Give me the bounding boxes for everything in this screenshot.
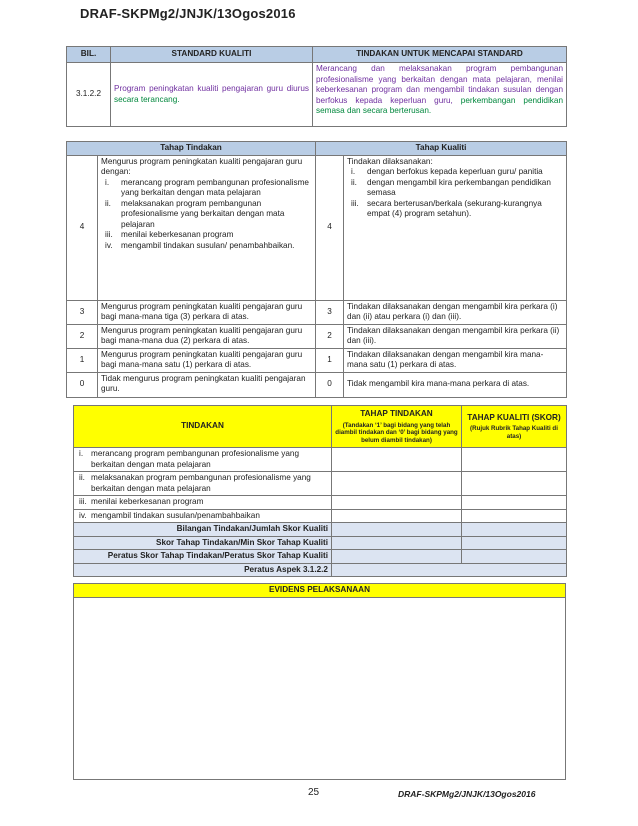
tahap-kualiti-level: 0 [316,372,344,397]
tahap-tindakan-intro: Mengurus program peningkatan kualiti pengajaran guru dengan: [101,156,303,176]
list-item: ii. dengan mengambil kira perkembangan pendidikan semasa [351,177,551,197]
tahap-kualiti-level: 2 [316,324,344,348]
standard-tindakan-purple: Merancang dan melaksanakan program pembangunan profesionalisme yang berkaitan dengan mata pelajaran, menilai keberkesanan program dan mengambil tindakan susulan dengan berfokus kepada keperluan guru, [316,64,563,105]
summary-kualiti-value[interactable] [462,536,567,550]
score-item: i. merancang program pembangunan profesionalisme yang berkaitan dengan mata pelajaran [74,448,332,472]
standard-statement [111,63,313,127]
tahap-kualiti-cell: Tidak mengambil kira mana-mana perkara di atas. [344,372,567,397]
tahap-level: 0 [67,372,98,397]
tahap-kualiti-cell: Tindakan dilaksanakan dengan mengambil kira perkara (i) dan (ii) atau perkara (i) dan (iii). [344,300,567,324]
score-item: ii. melaksanakan program pembangunan profesionalisme yang berkaitan dengan mata pelajaran [74,472,332,496]
score-tindakan-header: TINDAKAN [74,406,332,448]
tahap-tindakan-input[interactable] [332,448,462,472]
table-row [67,300,567,324]
table-row [74,448,567,472]
summary-label: Peratus Aspek 3.1.2.2 [74,563,332,577]
standard-table [66,46,567,127]
table-row [74,472,567,496]
tahap-tindakan-cell: Mengurus program peningkatan kualiti pengajaran guru bagi mana-mana tiga (3) perkara di atas. [98,300,316,324]
tahap-tindakan-input[interactable] [332,496,462,510]
list-item: iii. secara berterusan/berkala (sekurang-kurangnya empat (4) program setahun). [351,198,542,218]
table-row [67,372,567,397]
score-item: iii. menilai keberkesanan program [74,496,332,510]
summary-label: Skor Tahap Tindakan/Min Skor Tahap Kualiti [74,536,332,550]
table-row [67,324,567,348]
score-table [73,405,567,577]
document-header-title: DRAF-SKPMg2/JNJK/13Ogos2016 [80,6,296,21]
list-item: iii. menilai keberkesanan program [105,230,234,239]
tahap-level: 4 [67,155,98,300]
score-tahap-tindakan-note: (Tandakan ‘1’ bagi bidang yang telah diambil tindakan dan ‘0’ bagi bidang yang belum diambil tindakan) [335,421,458,444]
tahap-kualiti-input[interactable] [462,472,567,496]
tahap-level: 2 [67,324,98,348]
tahap-tindakan-input[interactable] [332,472,462,496]
table-row [74,496,567,510]
summary-row [74,563,567,577]
tahap-level: 1 [67,348,98,372]
evidens-textarea[interactable] [74,597,566,779]
peratus-aspek-value[interactable] [332,563,567,577]
score-item: iv. mengambil tindakan susulan/penambahbaikan [74,509,332,523]
tahap-kualiti-level: 3 [316,300,344,324]
summary-row [74,523,567,537]
tahap-level: 3 [67,300,98,324]
list-item: ii. melaksanakan program pembangunan profesionalisme yang berkaitan dengan mata pelajaran [105,198,285,229]
tahap-kualiti-cell: Tindakan dilaksanakan dengan mengambil kira mana-mana satu (1) perkara di atas. [344,348,567,372]
summary-row [74,550,567,564]
list-item: i. dengan berfokus kepada keperluan guru/ panitia [351,167,543,176]
score-tahap-kualiti-header: TAHAP KUALITI (SKOR) (Rujuk Rubrik Tahap Kualiti di atas) [462,406,567,448]
table-row [67,348,567,372]
standard-statement-green: secara terancang. [114,94,180,104]
footer-doc-id: DRAF-SKPMg2/JNJK/13Ogos2016 [398,789,536,799]
evidens-header: EVIDENS PELAKSANAAN [74,584,566,598]
tahap-tindakan-input[interactable] [332,509,462,523]
list-item: i. merancang program pembangunan profesionalisme yang berkaitan dengan mata pelajaran [105,177,309,197]
table-row [74,509,567,523]
tahap-kualiti-input[interactable] [462,448,567,472]
col-bil-header: BIL. [67,47,111,63]
tahap-tindakan-cell [98,155,316,300]
tahap-kualiti-level: 1 [316,348,344,372]
page-number: 25 [308,787,320,798]
summary-label: Peratus Skor Tahap Tindakan/Peratus Skor Tahap Kualiti [74,550,332,564]
summary-kualiti-value[interactable] [462,550,567,564]
evidens-table [73,583,566,780]
tahap-kualiti-intro: Tindakan dilaksanakan: [347,156,433,166]
score-tahap-tindakan-header: TAHAP TINDAKAN (Tandakan ‘1’ bagi bidang yang telah diambil tindakan dan ‘0’ bagi bidang yang belum diambil tindakan) [332,406,462,448]
tahap-kualiti-level: 4 [316,155,344,300]
summary-tindakan-value[interactable] [332,523,462,537]
list-item: iv. mengambil tindakan susulan/ penambahbaikan. [105,240,295,250]
col-tindakan-header: TINDAKAN UNTUK MENCAPAI STANDARD [313,47,567,63]
summary-row [74,536,567,550]
summary-kualiti-value[interactable] [462,523,567,537]
tahap-kualiti-input[interactable] [462,509,567,523]
summary-tindakan-value[interactable] [332,550,462,564]
tahap-kualiti-cell: Tindakan dilaksanakan dengan mengambil kira perkara (ii) dan (iii). [344,324,567,348]
standard-bil: 3.1.2.2 [67,63,111,127]
tahap-kualiti-cell [344,155,567,300]
standard-tindakan-green: perkembangan pendidikan semasa dan secara berterusan. [316,95,563,115]
score-tahap-kualiti-note: (Rujuk Rubrik Tahap Kualiti di atas) [470,425,558,440]
tahap-tindakan-cell: Mengurus program peningkatan kualiti pengajaran guru bagi mana-mana satu (1) perkara di atas. [98,348,316,372]
tahap-kualiti-header: Tahap Kualiti [316,142,567,156]
tahap-tindakan-cell: Mengurus program peningkatan kualiti pengajaran guru bagi mana-mana dua (2) perkara di atas. [98,324,316,348]
col-standard-header: STANDARD KUALITI [111,47,313,63]
tahap-kualiti-input[interactable] [462,496,567,510]
standard-tindakan [313,63,567,127]
tahap-tindakan-cell: Tidak mengurus program peningkatan kualiti pengajaran guru. [98,372,316,397]
tahap-tindakan-header: Tahap Tindakan [67,142,316,156]
summary-tindakan-value[interactable] [332,536,462,550]
summary-label: Bilangan Tindakan/Jumlah Skor Kualiti [74,523,332,537]
tahap-table [66,141,567,398]
standard-statement-purple: Program peningkatan kualiti pengajaran guru diurus [114,84,309,93]
